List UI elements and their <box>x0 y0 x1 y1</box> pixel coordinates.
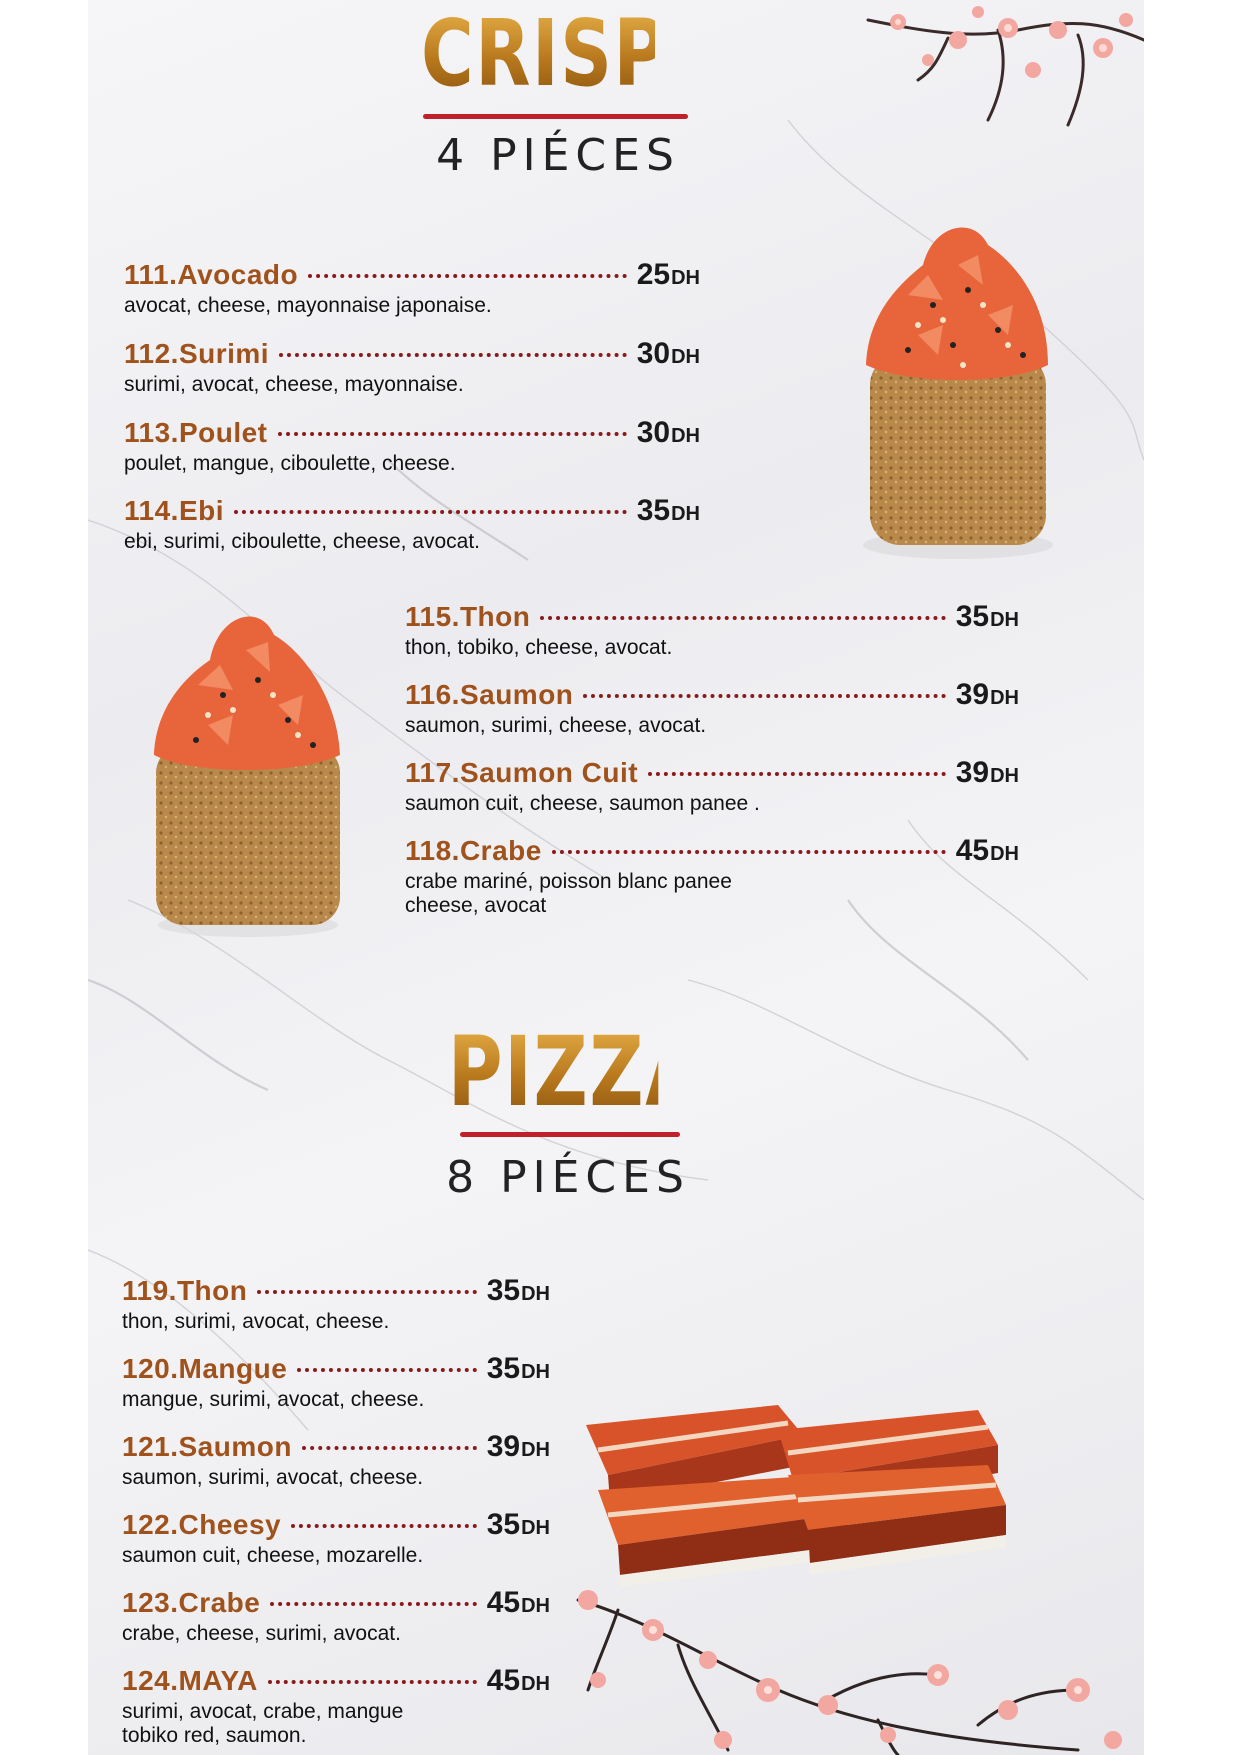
menu-item <box>122 1508 550 1568</box>
item-description: poulet, mangue, ciboulette, cheese. <box>124 452 456 475</box>
crispy-subtitle: 4 PIÉCES <box>436 130 680 181</box>
crispy-title: CRISPY <box>421 0 722 107</box>
item-price: 39DH <box>486 1430 550 1463</box>
dotted-leader <box>278 432 627 436</box>
dotted-leader <box>308 274 627 278</box>
cherry-blossom-top-icon <box>858 0 1144 130</box>
item-description-line2: cheese, avocat <box>405 894 547 917</box>
menu-item <box>124 416 700 476</box>
dotted-leader <box>234 510 627 514</box>
menu-item <box>405 834 1019 918</box>
menu-item <box>124 258 700 318</box>
item-description: ebi, surimi, ciboulette, cheese, avocat. <box>124 530 481 553</box>
item-description: mangue, surimi, avocat, cheese. <box>122 1388 425 1411</box>
item-price: 39DH <box>955 756 1019 789</box>
item-description: saumon, surimi, avocat, cheese. <box>122 1466 424 1489</box>
item-description: saumon cuit, cheese, mozarelle. <box>122 1544 424 1567</box>
item-name: 117.Saumon Cuit <box>405 757 639 788</box>
item-description: saumon, surimi, cheese, avocat. <box>405 714 707 737</box>
dotted-leader <box>540 616 945 620</box>
item-price: 35DH <box>636 494 700 527</box>
dotted-leader <box>291 1524 477 1528</box>
menu-item <box>405 756 1019 816</box>
menu-item <box>122 1274 550 1334</box>
dotted-leader <box>583 694 945 698</box>
item-name: 124.MAYA <box>122 1665 258 1696</box>
pizza-title: PIZZA <box>447 1016 705 1128</box>
dotted-leader <box>270 1602 476 1606</box>
item-description: surimi, avocat, cheese, mayonnaise. <box>124 373 464 396</box>
item-price: 45DH <box>486 1586 550 1619</box>
cherry-blossom-branch <box>558 1540 1144 1755</box>
item-description: crabe, cheese, surimi, avocat. <box>122 1622 401 1645</box>
crispy-roll-photo <box>148 590 348 940</box>
menu-item <box>124 494 700 554</box>
menu-item <box>405 678 1019 738</box>
pizza-title-underline <box>460 1132 680 1137</box>
item-price: 45DH <box>486 1664 550 1697</box>
item-name: 116.Saumon <box>405 679 574 710</box>
dotted-leader <box>257 1290 476 1294</box>
item-name: 119.Thon <box>122 1275 248 1306</box>
item-name: 123.Crabe <box>122 1587 261 1618</box>
menu-item <box>405 600 1019 660</box>
dotted-leader <box>552 850 946 854</box>
item-description-line2: tobiko red, saumon. <box>122 1724 307 1747</box>
crispy-roll-photo <box>848 205 1068 565</box>
item-price: 25DH <box>636 258 700 291</box>
item-name: 120.Mangue <box>122 1353 288 1384</box>
item-name: 121.Saumon <box>122 1431 292 1462</box>
item-price: 45DH <box>955 834 1019 867</box>
item-name: 114.Ebi <box>124 495 225 526</box>
item-name: 111.Avocado <box>124 259 299 290</box>
menu-item <box>124 337 700 397</box>
item-price: 30DH <box>636 337 700 370</box>
dotted-leader <box>279 353 627 357</box>
item-description: crabe mariné, poisson blanc panee <box>405 870 732 893</box>
item-name: 112.Surimi <box>124 338 270 369</box>
item-name: 113.Poulet <box>124 417 268 448</box>
item-price: 35DH <box>955 600 1019 633</box>
item-description: thon, surimi, avocat, cheese. <box>122 1310 390 1333</box>
item-name: 122.Cheesy <box>122 1509 282 1540</box>
menu-item <box>122 1664 550 1748</box>
item-price: 39DH <box>955 678 1019 711</box>
menu-item <box>122 1352 550 1412</box>
dotted-leader <box>297 1368 476 1372</box>
item-description: saumon cuit, cheese, saumon panee . <box>405 792 760 815</box>
item-price: 35DH <box>486 1274 550 1307</box>
item-price: 30DH <box>636 416 700 449</box>
item-name: 115.Thon <box>405 601 531 632</box>
pizza-subtitle: 8 PIÉCES <box>446 1152 690 1203</box>
menu-page <box>88 0 1144 1755</box>
item-price: 35DH <box>486 1352 550 1385</box>
item-description: thon, tobiko, cheese, avocat. <box>405 636 673 659</box>
item-description: avocat, cheese, mayonnaise japonaise. <box>124 294 492 317</box>
dotted-leader <box>302 1446 477 1450</box>
item-description: surimi, avocat, crabe, mangue <box>122 1700 404 1723</box>
menu-item <box>122 1430 550 1490</box>
dotted-leader <box>268 1680 477 1684</box>
item-name: 118.Crabe <box>405 835 542 866</box>
crispy-title-underline <box>423 114 688 119</box>
dotted-leader <box>648 772 946 776</box>
menu-item <box>122 1586 550 1646</box>
item-price: 35DH <box>486 1508 550 1541</box>
